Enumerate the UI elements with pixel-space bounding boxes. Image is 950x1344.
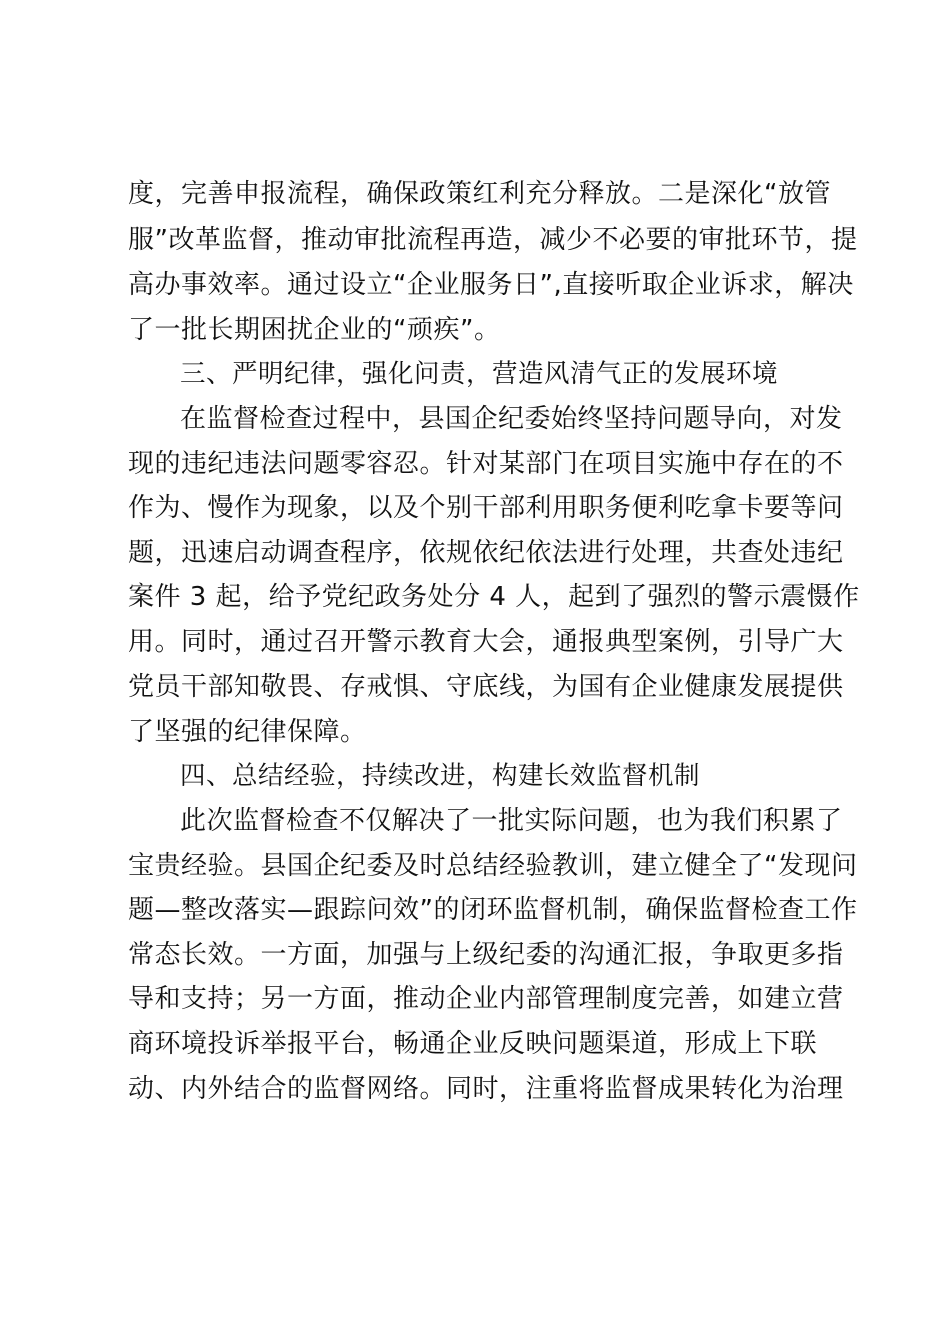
paragraph-line: 案件 3 起，给予党纪政务处分 4 人，起到了强烈的警示震慑作 — [128, 582, 860, 612]
paragraph-line: 服”改革监督，推动审批流程再造，减少不必要的审批环节，提 — [128, 225, 858, 255]
paragraph-line: 用。同时，通过召开警示教育大会，通报典型案例，引导广大 — [128, 627, 844, 657]
paragraph-line: 度，完善申报流程，确保政策红利充分释放。二是深化“放管 — [128, 179, 831, 209]
paragraph-line: 了一批长期困扰企业的“顽疾”。 — [128, 315, 501, 345]
paragraph-line: 在监督检查过程中，县国企纪委始终坚持问题导向，对发 — [180, 404, 843, 434]
paragraph-line: 常态长效。一方面，加强与上级纪委的沟通汇报，争取更多指 — [128, 940, 844, 970]
paragraph-line: 导和支持；另一方面，推动企业内部管理制度完善，如建立营 — [128, 984, 844, 1014]
paragraph-line: 此次监督检查不仅解决了一批实际问题，也为我们积累了 — [180, 806, 843, 836]
paragraph-line: 宝贵经验。县国企纪委及时总结经验教训，建立健全了“发现问 — [128, 851, 858, 881]
paragraph-line: 商环境投诉举报平台，畅通企业反映问题渠道，形成上下联 — [128, 1029, 818, 1059]
paragraph-line: 题—整改落实—跟踪问效”的闭环监督机制，确保监督检查工作 — [128, 895, 858, 925]
paragraph-line: 了坚强的纪律保障。 — [128, 717, 367, 747]
paragraph-line: 作为、慢作为现象，以及个别干部利用职务便利吃拿卡要等问 — [128, 493, 844, 523]
section-heading-4: 四、总结经验，持续改进，构建长效监督机制 — [180, 761, 701, 791]
paragraph-line: 动、内外结合的监督网络。同时，注重将监督成果转化为治理 — [128, 1074, 844, 1104]
paragraph-line: 党员干部知敬畏、存戒惧、守底线，为国有企业健康发展提供 — [128, 672, 844, 702]
paragraph-line: 现的违纪违法问题零容忍。针对某部门在项目实施中存在的不 — [128, 449, 844, 479]
section-heading-3: 三、严明纪律，强化问责，营造风清气正的发展环境 — [180, 359, 779, 389]
paragraph-line: 题，迅速启动调查程序，依规依纪依法进行处理，共查处违纪 — [128, 538, 844, 568]
paragraph-line: 高办事效率。通过设立“企业服务日”,直接听取企业诉求，解决 — [128, 270, 854, 300]
